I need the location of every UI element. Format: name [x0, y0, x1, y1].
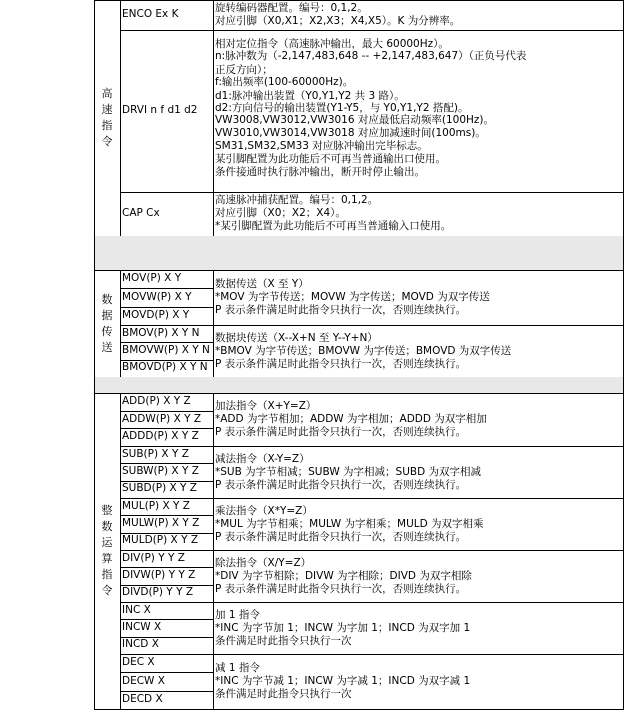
- row-divider: [120, 550, 624, 551]
- instruction-cell: SUB(P) X Y Z: [122, 447, 189, 460]
- instruction-divider: [120, 481, 214, 482]
- description-line: *ADD 为字节相加；ADDW 为字相加；ADDD 为双字相加: [215, 413, 487, 425]
- description-line: *BMOV 为字节传送；BMOVW 为字传送；BMOVD 为双字传送: [215, 344, 512, 357]
- instruction-cell: BMOV(P) X Y N: [122, 326, 200, 339]
- description-line: P 表示条件满足时此指令只执行一次，否则连续执行。: [215, 582, 467, 595]
- instruction-divider: [120, 463, 214, 464]
- spacer-border: [623, 236, 624, 270]
- description-line: *INC 为字节加 1；INCW 为字加 1；INCD 为双字加 1: [215, 621, 471, 634]
- instruction-cell: INC X: [122, 603, 151, 616]
- description-line: n:脉冲数为（-2,147,483,648 -- +2,147,483,647）（正负号代表: [215, 50, 527, 62]
- description-line: *DIV 为字节相除；DIVW 为字相除；DIVD 为双字相除: [215, 569, 472, 582]
- description-line: 高速脉冲捕获配置。编号：0,1,2。: [215, 194, 379, 206]
- section-border-left: [94, 0, 95, 236]
- instruction-cell: MOVW(P) X Y: [122, 290, 192, 303]
- description-line: d2:方向信号的输出装置(Y1-Y5，与 Y0,Y1,Y2 搭配)。: [215, 102, 469, 114]
- description-line: SM31,SM32,SM33 对应脉冲输出完毕标志。: [215, 140, 428, 152]
- instruction-cell: BMOVD(P) X Y N: [122, 361, 208, 374]
- description-line: VW3010,VW3014,VW3018 对应加减速时间(100ms)。: [215, 127, 486, 139]
- instruction-cell: ENCO Ex K: [122, 8, 179, 20]
- spacer-border: [623, 377, 624, 393]
- instruction-cell: SUBD(P) X Y Z: [122, 482, 197, 495]
- description-line: *MUL 为字节相乘；MULW 为字相乘；MULD 为双字相乘: [215, 517, 484, 530]
- description-line: 条件满足时此指令只执行一次: [215, 634, 352, 647]
- column-divider: [120, 393, 121, 709]
- instruction-cell: BMOVW(P) X Y N: [122, 344, 210, 356]
- description-line: 旋转编码器配置。编号：0,1,2。: [215, 2, 368, 14]
- instruction-cell: MOV(P) X Y: [122, 272, 182, 285]
- description-line: 对应引脚（X0；X2；X4）。: [215, 207, 346, 219]
- column-divider: [120, 0, 121, 236]
- section-border-top: [94, 0, 624, 1]
- description-line: *MOV 为字节传送；MOVW 为字传送；MOVD 为双字传送: [215, 291, 490, 303]
- instruction-cell: MULW(P) X Y Z: [122, 517, 200, 529]
- instruction-cell: MULD(P) X Y Z: [122, 534, 199, 547]
- instruction-cell: ADD(P) X Y Z: [122, 394, 191, 407]
- instruction-divider: [120, 411, 214, 412]
- description-line: 相对定位指令（高速脉冲输出，最大 60000Hz）。: [215, 38, 449, 50]
- row-divider: [120, 30, 624, 31]
- column-divider: [213, 0, 214, 236]
- description-line: P 表示条件满足时此指令只执行一次，否则连续执行。: [215, 426, 467, 438]
- description-line: 条件接通时执行脉冲输出，断开时停止输出。: [215, 166, 425, 178]
- instruction-divider: [120, 307, 214, 308]
- instruction-cell: DIV(P) Y Y Z: [122, 551, 185, 564]
- description-line: 除法指令（X/Y=Z）: [215, 556, 312, 569]
- instruction-divider: [120, 672, 214, 673]
- instruction-divider: [120, 288, 214, 289]
- instruction-divider: [120, 637, 214, 638]
- description-line: 数据传送（X 至 Y）: [215, 278, 309, 290]
- description-line: *INC 为字节减 1；INCW 为字减 1；INCD 为双字减 1: [215, 675, 471, 687]
- description-line: f:输出频率(100-60000Hz)。: [215, 76, 354, 88]
- instruction-divider: [120, 533, 214, 534]
- spacer-border: [94, 377, 95, 393]
- description-line: 加 1 指令: [215, 608, 260, 621]
- row-divider: [120, 446, 624, 447]
- spacer-row: [94, 377, 623, 393]
- row-divider: [120, 498, 624, 499]
- section-border-left: [94, 270, 95, 377]
- description-line: VW3008,VW3012,VW3016 对应最低启动频率(100Hz)。: [215, 114, 495, 126]
- instruction-cell: MUL(P) X Y Z: [122, 499, 190, 512]
- instruction-cell: DEC X: [122, 656, 155, 669]
- description-line: P 表示条件满足时此指令只执行一次，否则连续执行。: [215, 478, 467, 491]
- description-line: *某引脚配置为此功能后不可再当普通输入口使用。: [215, 220, 452, 232]
- description-line: 正反方向）；: [215, 64, 273, 76]
- column-divider: [213, 393, 214, 709]
- description-line: 某引脚配置为此功能后不可再当普通输出口使用。: [215, 153, 446, 165]
- description-line: 减法指令（X-Y=Z）: [215, 452, 310, 465]
- description-line: P 表示条件满足时此指令只执行一次，否则连续执行。: [215, 530, 467, 543]
- instruction-divider: [120, 515, 214, 516]
- instruction-divider: [120, 567, 214, 568]
- instruction-cell: SUBW(P) X Y Z: [122, 465, 199, 477]
- description-line: P 表示条件满足时此指令只执行一次，否则连续执行。: [215, 357, 467, 370]
- section-border-right: [623, 270, 624, 377]
- description-line: 数据块传送（X--X+N 至 Y--Y+N）: [215, 331, 378, 344]
- spacer-border: [94, 236, 95, 270]
- instruction-cell: ADDW(P) X Y Z: [122, 412, 202, 425]
- instruction-cell: INCW X: [122, 621, 162, 633]
- instruction-cell: DIVD(P) Y Y Z: [122, 586, 194, 599]
- instruction-cell: DIVW(P) Y Y Z: [122, 569, 196, 581]
- instruction-cell: ADDD(P) X Y Z: [122, 430, 199, 443]
- instruction-divider: [120, 428, 214, 429]
- instruction-cell: INCD X: [122, 638, 159, 651]
- section-border-right: [623, 393, 624, 709]
- section-border-top: [94, 270, 624, 271]
- row-divider: [120, 192, 624, 193]
- instruction-divider: [120, 619, 214, 620]
- instruction-cell: MOVD(P) X Y: [122, 308, 190, 321]
- category-label: 数据传送: [101, 292, 113, 354]
- description-line: 加法指令（X+Y=Z）: [215, 400, 317, 412]
- instruction-cell: CAP Cx: [122, 207, 160, 219]
- description-line: 条件满足时此指令只执行一次: [215, 688, 352, 700]
- instruction-divider: [120, 691, 214, 692]
- spacer-row: [94, 236, 623, 270]
- category-label: 高速指令: [101, 87, 113, 148]
- description-line: 对应引脚（X0,X1；X2,X3；X4,X5）。K 为分辨率。: [215, 15, 461, 27]
- section-border-right: [623, 0, 624, 236]
- description-line: d1:脉冲输出装置（Y0,Y1,Y2 共 3 路）。: [215, 90, 405, 102]
- row-divider: [120, 602, 624, 603]
- category-label: 整数运算指令: [101, 504, 113, 597]
- instruction-divider: [120, 342, 214, 343]
- description-line: 减 1 指令: [215, 662, 260, 674]
- section-border-left: [94, 393, 95, 709]
- instruction-cell: DECD X: [122, 692, 163, 705]
- instruction-divider: [120, 585, 214, 586]
- instruction-cell: DECW X: [122, 674, 165, 687]
- instruction-cell: DRVI n f d1 d2: [122, 104, 198, 116]
- instruction-divider: [120, 360, 214, 361]
- description-line: 乘法指令（X*Y=Z）: [215, 504, 313, 517]
- description-line: P 表示条件满足时此指令只执行一次，否则连续执行。: [215, 304, 467, 316]
- description-line: *SUB 为字节相减；SUBW 为字相减；SUBD 为双字相减: [215, 465, 482, 478]
- row-divider: [120, 654, 624, 655]
